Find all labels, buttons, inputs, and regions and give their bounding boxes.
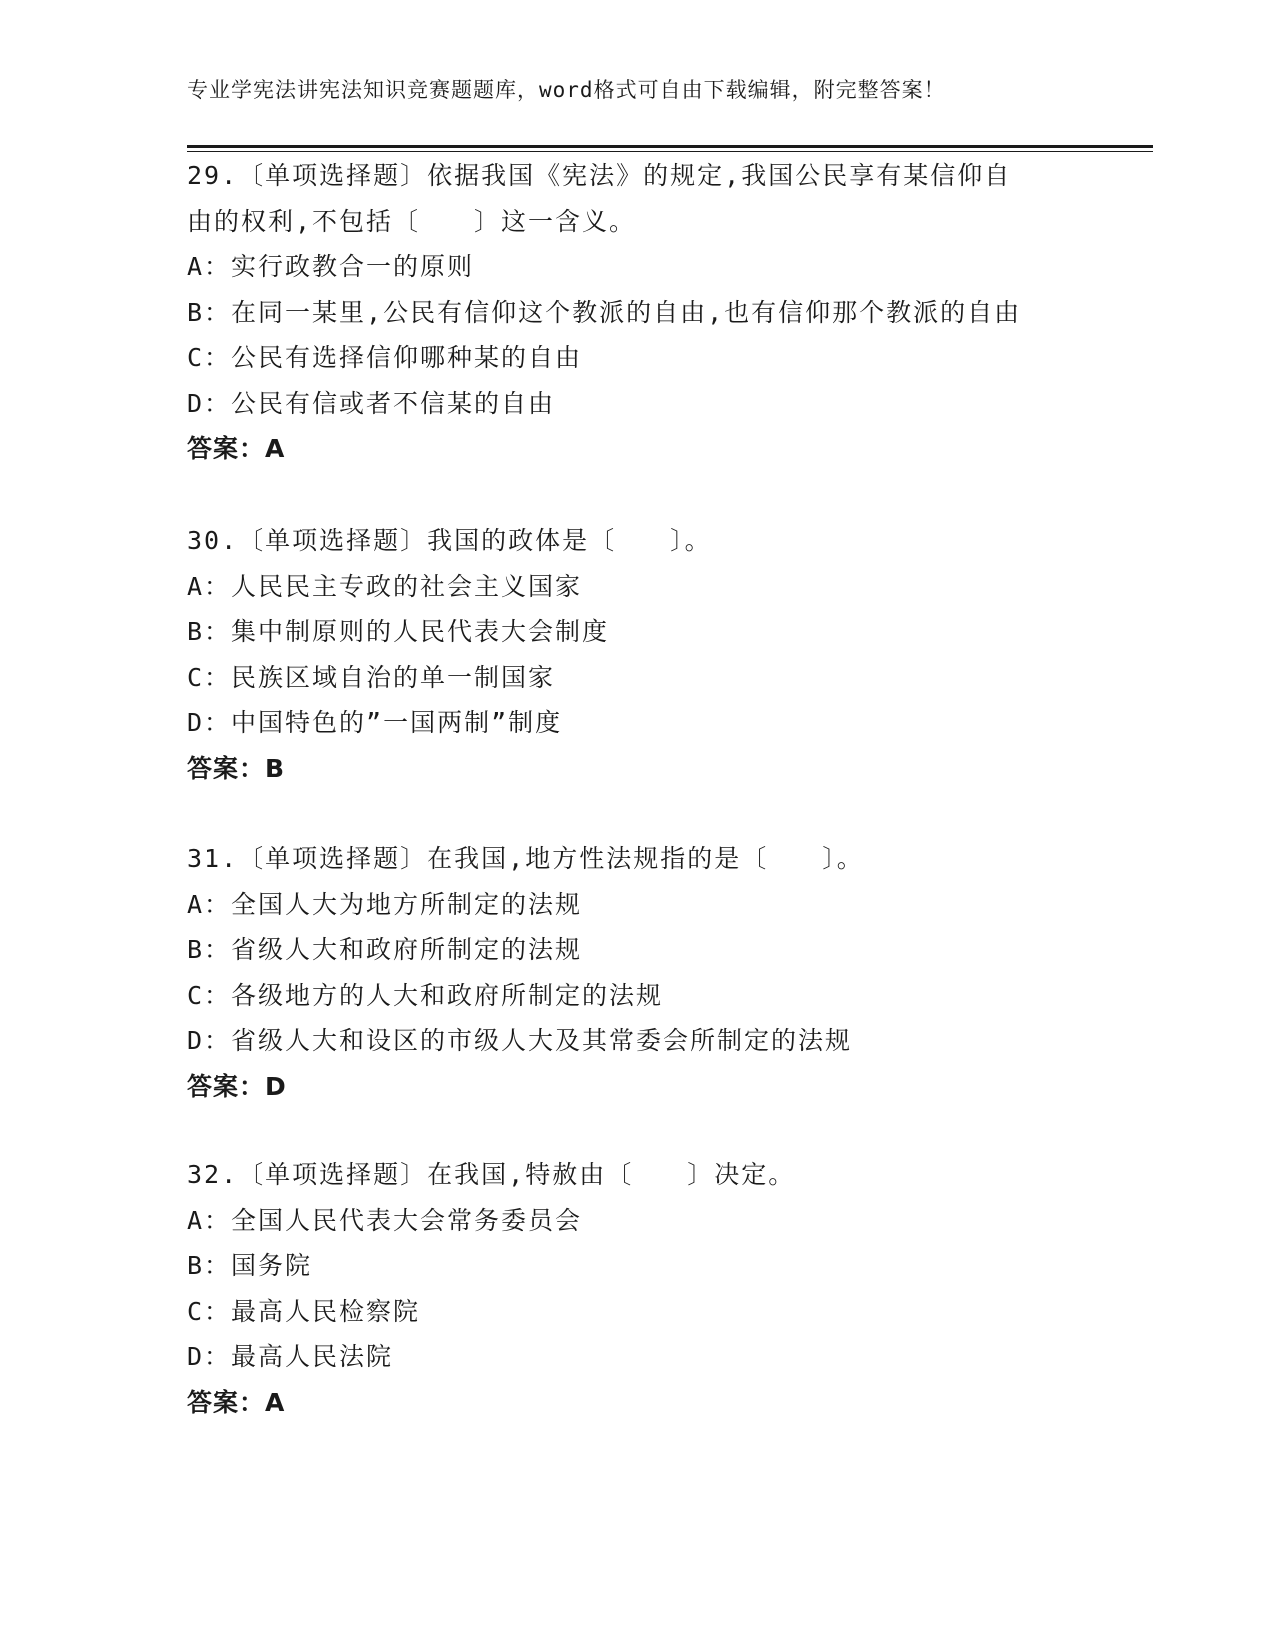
- question-32: [187, 1152, 1087, 1425]
- question-stem: 29.〔单项选择题〕依据我国《宪法》的规定,我国公民享有某信仰自: [187, 161, 1012, 190]
- option-c: C：公民有选择信仰哪种某的自由: [187, 343, 583, 372]
- header-rule-thin: [187, 151, 1153, 152]
- option-b: B：集中制原则的人民代表大会制度: [187, 617, 610, 646]
- option-b: B：国务院: [187, 1251, 313, 1280]
- question-30: [187, 518, 1087, 791]
- question-stem: 32.〔单项选择题〕在我国,特赦由〔 〕决定。: [187, 1160, 796, 1189]
- header-rule-thick: [187, 145, 1153, 148]
- option-c: C：民族区域自治的单一制国家: [187, 662, 556, 692]
- option-a: A：全国人民代表大会常务委员会: [187, 1205, 583, 1235]
- option-a: A：人民民主专政的社会主义国家: [187, 571, 583, 601]
- answer: 答案：D: [187, 1071, 287, 1101]
- option-d: D：最高人民法院: [187, 1342, 394, 1371]
- option-d: D：省级人大和设区的市级人大及其常委会所制定的法规: [187, 1026, 853, 1055]
- answer: 答案：A: [187, 434, 286, 463]
- option-b: B：在同一某里,公民有信仰这个教派的自由,也有信仰那个教派的自由: [187, 297, 1022, 327]
- option-a: A：全国人大为地方所制定的法规: [187, 889, 583, 919]
- option-c: C：最高人民检察院: [187, 1296, 421, 1326]
- question-stem: 30.〔单项选择题〕我国的政体是〔 〕。: [187, 526, 712, 555]
- question-29: [187, 153, 1087, 472]
- question-stem: 31.〔单项选择题〕在我国,地方性法规指的是〔 〕。: [187, 844, 864, 873]
- answer: 答案：B: [187, 753, 286, 783]
- page-header: 专业学宪法讲宪法知识竞赛题题库，word格式可自由下载编辑，附完整答案！: [187, 78, 946, 102]
- option-a: A：实行政教合一的原则: [187, 252, 475, 281]
- option-b: B：省级人大和政府所制定的法规: [187, 935, 583, 964]
- option-d: D：中国特色的”一国两制”制度: [187, 708, 563, 737]
- question-stem-cont: 由的权利,不包括〔 〕这一含义。: [187, 206, 637, 236]
- option-d: D：公民有信或者不信某的自由: [187, 388, 556, 418]
- option-c: C：各级地方的人大和政府所制定的法规: [187, 980, 664, 1010]
- question-31: [187, 836, 1087, 1109]
- answer: 答案：A: [187, 1387, 286, 1417]
